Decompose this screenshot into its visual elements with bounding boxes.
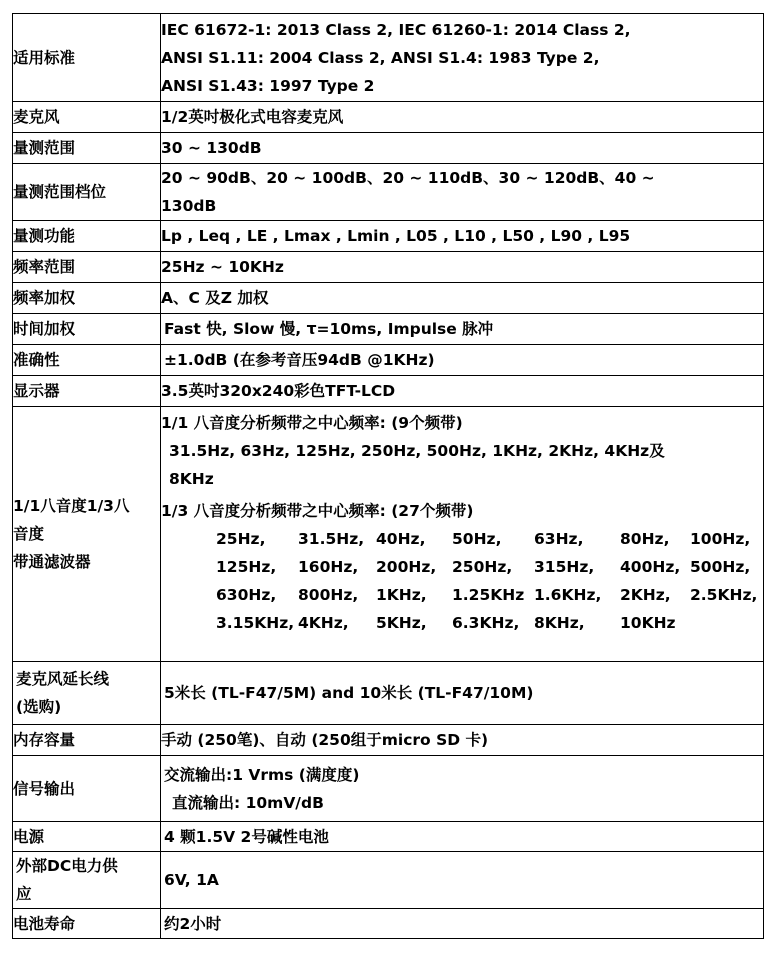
table-row <box>13 221 764 252</box>
table-row <box>13 345 764 376</box>
spec-label: 时间加权 <box>13 314 161 345</box>
spec-label: 电源 <box>13 822 161 852</box>
spec-value: 5米长 (TL-F47/5M) and 10米长 (TL-F47/10M) <box>161 662 764 725</box>
table-row <box>13 314 764 345</box>
table-row <box>13 725 764 756</box>
spec-value <box>161 407 764 662</box>
spec-label: 信号输出 <box>13 756 161 822</box>
spec-value: Fast 快, Slow 慢, τ=10ms, Impulse 脉冲 <box>161 314 764 345</box>
spec-label: 适用标准 <box>13 14 161 102</box>
third-octave-bands: 25Hz, 31.5Hz, 40Hz, 50Hz, 63Hz, 80Hz, 100Hz, 125Hz, 160Hz, 200Hz, 250Hz, 315Hz, 400Hz, 500Hz, 630Hz, 800Hz, 1KHz, 1.25KHz 1.6KHz, 2KHz, 2.5KHz, 3.15KHz, 4KHz, 5KHz, 6.3KHz, 8KHz, 10KHz <box>216 530 758 632</box>
octave-bands: 31.5Hz, 63Hz, 125Hz, 250Hz, 500Hz, 1KHz, 2KHz, 4KHz及 <box>169 442 665 460</box>
spec-label: 麦克风延长线 (选购) <box>13 662 161 725</box>
spec-value: 4 颗1.5V 2号碱性电池 <box>161 822 764 852</box>
table-row <box>13 283 764 314</box>
table-row <box>13 407 764 662</box>
table-row <box>13 376 764 407</box>
spec-label: 显示器 <box>13 376 161 407</box>
table-row <box>13 822 764 852</box>
spec-label: 麦克风 <box>13 102 161 133</box>
spec-value: IEC 61672-1: 2013 Class 2, IEC 61260-1: 2014 Class 2, ANSI S1.11: 2004 Class 2, ANSI S1.4: 1983 Type 2, ANSI S1.43: 1997 Type 2 <box>161 14 764 102</box>
spec-value: 约2小时 <box>161 909 764 939</box>
table-row <box>13 133 764 164</box>
spec-value: A、C 及Z 加权 <box>161 283 764 314</box>
spec-value: Lp , Leq , LE , Lmax , Lmin , L05 , L10 , L50 , L90 , L95 <box>161 221 764 252</box>
spec-value: 3.5英吋320x240彩色TFT-LCD <box>161 376 764 407</box>
third-octave-title: 1/3 八音度分析频带之中心频率: (27个频带) <box>161 502 474 520</box>
spec-value: 6V, 1A <box>161 852 764 909</box>
table-row <box>13 852 764 909</box>
spec-table <box>12 13 764 939</box>
spec-label: 1/1八音度1/3八 音度 带通滤波器 <box>13 407 161 662</box>
spec-label: 量测范围档位 <box>13 164 161 221</box>
spec-label: 量测范围 <box>13 133 161 164</box>
spec-value: 30 ~ 130dB <box>161 133 764 164</box>
spec-value: 20 ~ 90dB、20 ~ 100dB、20 ~ 110dB、30 ~ 120dB、40 ~ 130dB <box>161 164 764 221</box>
spec-label: 电池寿命 <box>13 909 161 939</box>
table-row <box>13 102 764 133</box>
spec-label: 频率加权 <box>13 283 161 314</box>
table-row <box>13 164 764 221</box>
octave-bands: 8KHz <box>169 470 214 488</box>
spec-label: 频率范围 <box>13 252 161 283</box>
table-row <box>13 252 764 283</box>
table-row <box>13 756 764 822</box>
spec-value: ±1.0dB (在参考音压94dB @1KHz) <box>161 345 764 376</box>
octave-title: 1/1 八音度分析频带之中心频率: (9个频带) <box>161 414 463 432</box>
spec-value: 手动 (250笔)、自动 (250组于micro SD 卡) <box>161 725 764 756</box>
spec-value: 25Hz ~ 10KHz <box>161 252 764 283</box>
table-row <box>13 662 764 725</box>
spec-label: 量测功能 <box>13 221 161 252</box>
spec-label: 准确性 <box>13 345 161 376</box>
spec-value: 交流输出:1 Vrms (满度度) 直流输出: 10mV/dB <box>161 756 764 822</box>
spec-label: 内存容量 <box>13 725 161 756</box>
spec-value: 1/2英吋极化式电容麦克风 <box>161 102 764 133</box>
table-row <box>13 14 764 102</box>
table-row <box>13 909 764 939</box>
spec-label: 外部DC电力供 应 <box>13 852 161 909</box>
